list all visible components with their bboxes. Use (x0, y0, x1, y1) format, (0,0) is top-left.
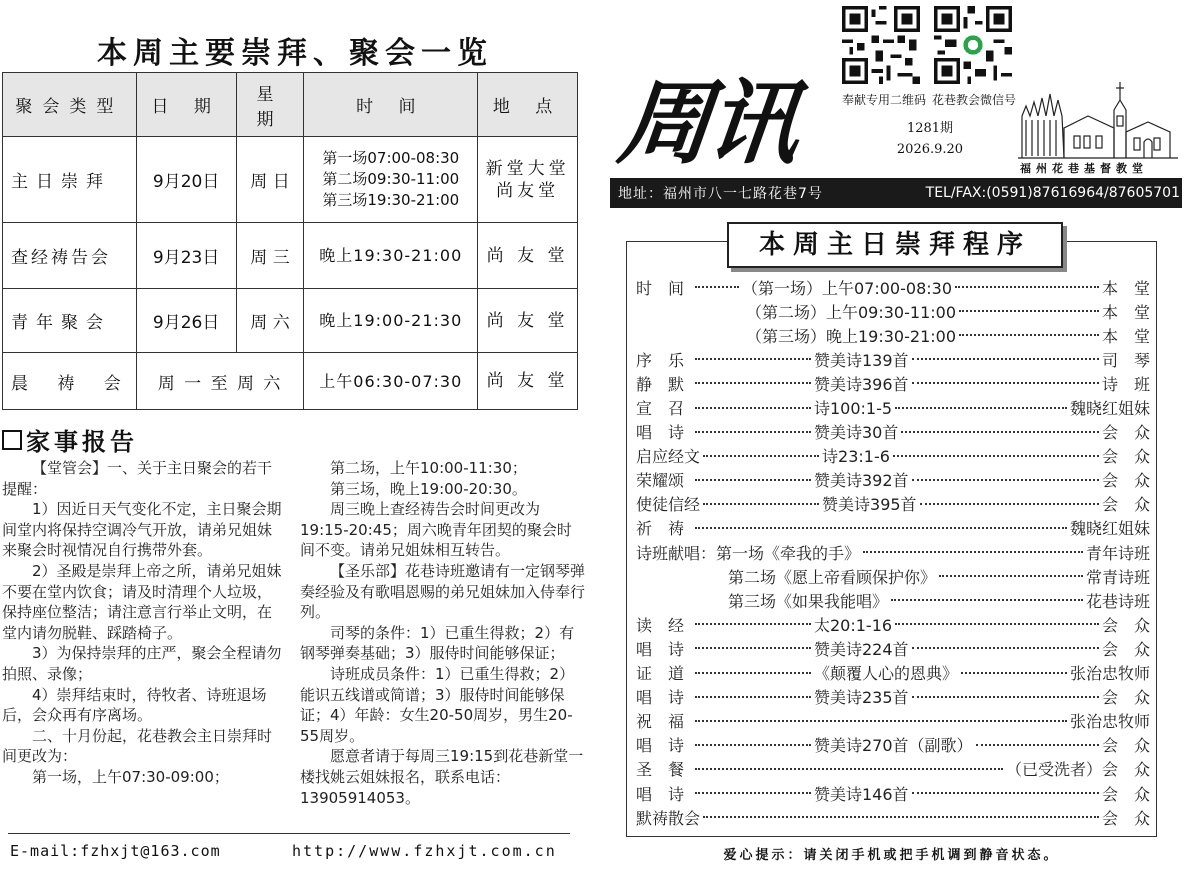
program-item-content: （第三场）晚上19:30-21:00 (746, 326, 956, 346)
program-item-label: 序 乐 (636, 350, 685, 370)
program-item-label: 静 默 (636, 374, 685, 394)
program-item-content: 赞美诗395首 (822, 495, 917, 515)
email-address[interactable]: E-mail:fzhxjt@163.com (10, 842, 221, 860)
program-item-leader: 会 众 (1101, 615, 1150, 635)
list-item (636, 371, 1150, 395)
meeting-times (304, 289, 478, 353)
program-item-leader: 会 众 (1101, 423, 1150, 443)
issue-info (880, 118, 980, 160)
program-item-leader: 魏晓红姐妹 (1069, 399, 1150, 419)
list-item (636, 540, 1150, 564)
family-news-column-2 (300, 458, 586, 808)
meeting-type: 查经祷告会 (3, 223, 137, 289)
table-row (3, 289, 578, 353)
program-item-leader: 张治忠牧师 (1069, 664, 1150, 684)
program-item-leader: 青年诗班 (1085, 543, 1150, 563)
family-news-title: 家事报告 (26, 427, 138, 456)
program-item-label: 默祷散会 (636, 808, 701, 828)
leader-dots (961, 672, 1067, 674)
list-item (636, 733, 1150, 757)
list-item (636, 347, 1150, 371)
program-item-content: 第一场《牵我的手》 (716, 543, 861, 563)
program-item-content: 诗100:1-5 (814, 399, 893, 419)
list-item (636, 661, 1150, 685)
program-item-leader: 常青诗班 (1085, 567, 1150, 587)
news-paragraph: 3）为保持崇拜的庄严，聚会全程请勿拍照、录像； (2, 644, 282, 683)
worship-program-title: 本周主日崇拜程序 (727, 222, 1063, 268)
leader-dots (959, 334, 1099, 336)
list-item (636, 636, 1150, 660)
news-paragraph: 【圣乐部】花巷诗班邀请有一定钢琴弹奏经验及有歌唱恩赐的弟兄姐妹加入侍奉行列。 (300, 561, 586, 622)
program-item-leader: 司 琴 (1101, 350, 1150, 370)
meeting-type: 晨 祷 会 (3, 353, 137, 410)
news-paragraph: 周三晚上查经祷告会时间更改为19:15-20:45；周六晚青年团契的聚会时间不变。请弟兄姐妹相互转告。 (300, 500, 572, 560)
schedule-table (2, 72, 578, 410)
news-paragraph: 第二场，上午10:00-11:30； (330, 459, 527, 477)
program-item-label: 荣耀颂 (636, 471, 685, 491)
list-item (636, 781, 1150, 805)
program-item-content: 赞美诗270首（副歌） (814, 736, 973, 756)
news-paragraph: 1）因近日天气变化不定，主日聚会期间堂内将保持空调冷气开放，请弟兄姐妹来聚会时视情况自行携带外套。 (2, 500, 282, 560)
leader-dots (893, 455, 1099, 457)
program-item-content: 赞美诗224首 (814, 639, 909, 659)
program-item-content: 第三场《如果我能唱》 (728, 591, 889, 611)
leader-dots (695, 768, 1003, 770)
program-item-content: 第二场《愿上帝看顾保护你》 (728, 567, 937, 587)
leader-dots (939, 575, 1083, 577)
header-weekday: 星 期 (236, 73, 304, 137)
leader-dots (695, 744, 811, 746)
list-item (636, 275, 1150, 299)
offering-qr-code-icon (842, 6, 920, 84)
list-item (636, 323, 1150, 347)
offering-qr-label: 奉献专用二维码 (842, 93, 927, 107)
leader-dots (891, 599, 1083, 601)
leader-dots (695, 647, 811, 649)
leader-dots (976, 744, 1099, 746)
program-item-content: 赞美诗30首 (814, 423, 899, 443)
meeting-type: 青年聚会 (3, 289, 137, 353)
program-item-leader: 会 众 (1101, 688, 1150, 708)
program-item-label: 唱 诗 (636, 688, 685, 708)
meeting-place (478, 353, 578, 410)
program-item-leader: 会 众 (1101, 639, 1150, 659)
leader-dots (703, 503, 819, 505)
church-phone: TEL/FAX:(0591)87616964/87605701 (925, 185, 1180, 201)
header-type: 聚会类型 (3, 73, 137, 137)
issue-number: 1281期 (906, 121, 954, 136)
time-line: 晚上19:30-21:00 (319, 246, 463, 265)
leader-dots (895, 407, 1067, 409)
leader-dots (695, 358, 811, 360)
list-item (636, 395, 1150, 419)
news-paragraph: 2）圣殿是崇拜上帝之所，请弟兄姐妹不要在堂内饮食；请及时清理个人垃圾，保持座位整洁；请注意言行举止文明，在堂内请勿脱鞋、踩踏椅子。 (2, 561, 282, 642)
news-paragraph: 司琴的条件：1）已重生得救；2）有钢琴弹奏基础；3）服侍时间能够保证； (300, 623, 575, 663)
program-item-leader: 会 众 (1101, 495, 1150, 515)
program-item-leader: 会 众 (1101, 736, 1150, 756)
program-item-leader: （已受洗者）会 众 (1005, 760, 1150, 780)
list-item (636, 805, 1150, 829)
program-item-label: 唱 诗 (636, 784, 685, 804)
news-paragraph: 二、十月份起，花巷教会主日崇拜时间更改为： (2, 726, 273, 766)
program-item-content: 《颠覆人心的恩典》 (814, 664, 959, 684)
program-item-label: 祈 祷 (636, 519, 685, 539)
program-item-leader: 张治忠牧师 (1069, 712, 1150, 732)
program-item-leader: 会 众 (1101, 471, 1150, 491)
meeting-weekday: 周 六 (236, 289, 304, 353)
table-row (3, 137, 578, 223)
leader-dots (695, 672, 811, 674)
program-item-leader: 会 众 (1101, 808, 1150, 828)
table-row (3, 353, 578, 410)
meeting-weekday: 周 三 (236, 223, 304, 289)
list-item (636, 516, 1150, 540)
time-line: 第二场09:30-11:00 (322, 170, 460, 188)
leader-dots (959, 310, 1099, 312)
list-item (636, 612, 1150, 636)
leader-dots (695, 792, 811, 794)
news-paragraph: 【堂管会】一、关于主日聚会的若干提醒： (2, 459, 273, 498)
address-bar (610, 178, 1182, 208)
meeting-weekday: 周 日 (236, 137, 304, 223)
header-place: 地 点 (478, 73, 578, 137)
program-item-content: 赞美诗396首 (814, 374, 909, 394)
church-address: 地址：福州市八一七路花巷7号 (618, 186, 823, 202)
leader-dots (695, 479, 811, 481)
leader-dots (955, 286, 1099, 288)
program-item-label: 圣 餐 (636, 760, 685, 780)
program-item-label: 祝 福 (636, 712, 685, 732)
leader-dots (912, 479, 1099, 481)
schedule-title: 本周主要崇拜、聚会一览 (97, 36, 493, 71)
program-item-label: 证 道 (636, 664, 685, 684)
leader-dots (920, 503, 1099, 505)
program-item-leader: 会 众 (1101, 447, 1150, 467)
leader-dots (912, 696, 1099, 698)
program-item-label: 宣 召 (636, 399, 685, 419)
leader-dots (703, 455, 819, 457)
meeting-times (304, 137, 478, 223)
list-item (636, 468, 1150, 492)
program-item-content: 太20:1-16 (814, 615, 893, 635)
program-item-label: 唱 诗 (636, 423, 685, 443)
program-item-leader: 诗 班 (1101, 374, 1150, 394)
phone-silence-tip: 爱心提示：请关闭手机或把手机调到静音状态。 (723, 848, 1060, 863)
meeting-date: 9月26日 (136, 289, 236, 353)
leader-dots (912, 382, 1099, 384)
time-line: 第三场19:30-21:00 (322, 191, 460, 209)
meeting-times (304, 353, 478, 410)
meeting-date: 周 一 至 周 六 (136, 353, 304, 410)
list-item (636, 588, 1150, 612)
footer-divider (8, 833, 570, 834)
issue-date: 2026.9.20 (896, 142, 964, 157)
program-item-content: 赞美诗392首 (814, 471, 909, 491)
meeting-place (478, 137, 578, 223)
masthead-title: 周讯 (613, 69, 801, 177)
leader-dots (695, 407, 811, 409)
program-item-content: （第一场）上午07:00-08:30 (742, 278, 952, 298)
program-item-leader: 花巷诗班 (1085, 591, 1150, 611)
list-item (636, 685, 1150, 709)
checkbox-square-icon (2, 430, 22, 450)
program-item-content: 赞美诗146首 (814, 784, 909, 804)
family-news-column-1 (2, 458, 286, 788)
leader-dots (695, 527, 1067, 529)
program-item-leader: 本 堂 (1101, 326, 1150, 346)
program-item-label: 唱 诗 (636, 639, 685, 659)
meeting-date: 9月23日 (136, 223, 236, 289)
program-item-leader: 本 堂 (1101, 278, 1150, 298)
meeting-times (304, 223, 478, 289)
meeting-type: 主日崇拜 (3, 137, 137, 223)
schedule-header-row (3, 73, 578, 137)
worship-program-list (636, 275, 1150, 829)
program-item-label: 启应经文 (636, 447, 701, 467)
leader-dots (901, 431, 1099, 433)
program-item-label: 唱 诗 (636, 736, 685, 756)
leader-dots (695, 696, 811, 698)
leader-dots (912, 358, 1099, 360)
program-item-leader: 会 众 (1101, 784, 1150, 804)
program-item-label: 读 经 (636, 615, 685, 635)
meeting-place (478, 289, 578, 353)
news-paragraph: 愿意者请于每周三19:15到花巷新堂一楼找姚云姐妹报名，联系电话：13905914053。 (300, 747, 584, 807)
time-line: 第一场07:00-08:30 (322, 149, 460, 167)
table-row (3, 223, 578, 289)
leader-dots (895, 623, 1099, 625)
list-item (636, 709, 1150, 733)
church-building-icon (1018, 76, 1178, 160)
leader-dots (695, 720, 1067, 722)
leader-dots (695, 382, 811, 384)
place-line: 尚友堂 (496, 180, 560, 201)
meeting-date: 9月20日 (136, 137, 236, 223)
family-news-heading (2, 422, 138, 457)
list-item (636, 757, 1150, 781)
leader-dots (912, 647, 1099, 649)
program-item-content: 赞美诗139首 (814, 350, 909, 370)
program-item-content: 赞美诗235首 (814, 688, 909, 708)
list-item (636, 444, 1150, 468)
leader-dots (695, 286, 739, 288)
leader-dots (863, 551, 1083, 553)
church-name: 福州花巷基督教堂 (1020, 162, 1148, 175)
header-date: 日 期 (136, 73, 236, 137)
wechat-qr-label: 花巷教会微信号 (932, 93, 1017, 107)
place-line: 新堂大堂 (485, 158, 570, 179)
program-item-label: 时 间 (636, 278, 685, 298)
place-line: 尚 友 堂 (486, 310, 569, 331)
leader-dots (703, 816, 1099, 818)
list-item (636, 492, 1150, 516)
header-time: 时 间 (304, 73, 478, 137)
list-item (636, 420, 1150, 444)
program-item-content: 诗23:1-6 (822, 447, 890, 467)
place-line: 尚 友 堂 (486, 371, 569, 391)
leader-dots (695, 623, 811, 625)
place-line: 尚 友 堂 (486, 245, 569, 266)
news-paragraph: 第三场，晚上19:00-20:30。 (330, 479, 527, 498)
program-item-label: 使徒信经 (636, 495, 701, 515)
leader-dots (912, 792, 1099, 794)
list-item (636, 564, 1150, 588)
list-item (636, 299, 1150, 323)
meeting-place (478, 223, 578, 289)
time-line: 上午06:30-07:30 (319, 371, 463, 391)
program-item-content: （第二场）上午09:30-11:00 (746, 302, 956, 322)
program-item-label: 诗班献唱： (636, 543, 717, 563)
program-item-leader: 魏晓红姐妹 (1069, 519, 1150, 539)
time-line: 晚上19:00-21:30 (319, 311, 463, 330)
wechat-qr-code-icon (934, 6, 1012, 84)
news-paragraph: 第一场，上午07:30-09:00； (32, 767, 229, 786)
news-paragraph: 4）崇拜结束时，待牧者、诗班退场后，会众再有序离场。 (2, 685, 267, 725)
news-paragraph: 诗班成员条件：1）已重生得救；2）能识五线谱或简谱；3）服侍时间能够保证；4）年龄：女生20-50周岁，男生20-55周岁。 (300, 664, 575, 745)
website-url[interactable]: http://www.fzhxjt.com.cn (292, 842, 557, 860)
program-item-leader: 本 堂 (1101, 302, 1150, 322)
leader-dots (695, 431, 811, 433)
